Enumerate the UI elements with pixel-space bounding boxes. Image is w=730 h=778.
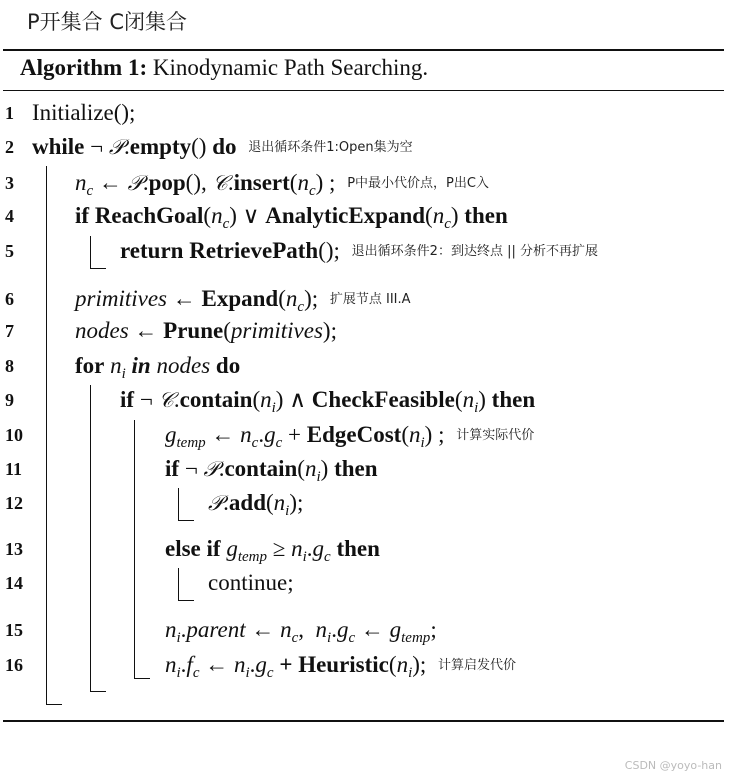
method-empty: empty [129, 134, 192, 159]
top-rule [3, 49, 724, 51]
line-number: 15 [5, 620, 23, 640]
if-contain-block-bar [178, 488, 179, 520]
initialize-call: Initialize(); [32, 100, 136, 125]
algo-line-4: 4 if $ReachGoal(n_c)$ ∨ $AnalyticExpand(n_c)$ then [5, 203, 508, 232]
if-feasible-block-end [134, 678, 150, 679]
annotation-note: P中最小代价点，P出C入 [347, 176, 489, 191]
annotation-note: 扩展节点 III.A [329, 292, 411, 307]
algo-line-6: 6 primitives ← $Expand(n_c)$; 扩展节点 III.A [5, 286, 411, 315]
var-nodes: nodes [75, 318, 129, 343]
if-feasible-block-bar [134, 420, 135, 678]
algo-line-13: 13 else if $g_{temp} \ge n_i.g_c$ then [5, 536, 380, 565]
line-number: 3 [5, 173, 14, 193]
method-contain: contain [179, 387, 253, 412]
title-rule [3, 90, 724, 91]
annotation-note: 计算启发代价 [438, 658, 517, 673]
line-number: 8 [5, 356, 14, 376]
keyword-do: do [212, 134, 237, 159]
func-expand: Expand [201, 286, 279, 311]
keyword-return: return [120, 238, 184, 263]
annotation-note: 退出循环条件2：到达终点 || 分析不再扩展 [351, 244, 598, 259]
while-block-end [46, 704, 62, 705]
algo-line-14 [0, 568, 720, 598]
watermark: CSDN @yoyo-han [624, 759, 722, 772]
func-prune: Prune [163, 318, 224, 343]
algo-line-12: 12 $𝒫.add(n_i)$; [5, 490, 304, 519]
algo-line-1 [0, 98, 720, 128]
bottom-rule [3, 720, 724, 722]
keyword-then: then [334, 456, 378, 481]
var-primitives: primitives [75, 286, 167, 311]
line-number: 7 [5, 321, 14, 341]
algorithm-title [20, 55, 428, 81]
keyword-if: if [165, 456, 180, 481]
algo-line-8: 8 for $n_i$ in nodes do [5, 353, 241, 382]
line-number: 6 [5, 289, 14, 309]
line-number: 2 [5, 137, 14, 157]
keyword-else-if: else if [165, 536, 221, 561]
func-heuristic: Heuristic [298, 652, 389, 677]
else-if-block-bar [178, 568, 179, 600]
if-reachgoal-block-bar [90, 236, 91, 268]
line-number: 14 [5, 573, 23, 593]
while-block-bar [46, 166, 47, 704]
algo-line-15: 15 $n_i.parent$ ← $n_c$, $n_i.g_c$ ← $g_{temp}$; [5, 617, 437, 646]
var-parent: parent [186, 617, 246, 642]
algo-line-7: 7 nodes ← Prune(primitives); [0, 316, 720, 346]
keyword-do: do [215, 353, 241, 378]
func-retrieve-path: RetrievePath [189, 238, 319, 263]
line-number: 4 [5, 206, 14, 226]
algo-line-2: 2 while ¬ 𝒫.empty() do 退出循环条件1:Open集为空 [0, 132, 720, 162]
for-block-bar [90, 385, 91, 691]
keyword-then: then [336, 536, 380, 561]
line-number: 10 [5, 425, 23, 445]
func-edge-cost: EdgeCost [306, 422, 402, 447]
line-number: 5 [5, 241, 14, 261]
algorithm-label: Algorithm 1: [20, 55, 148, 80]
algo-line-11: 11 if ¬ $𝒫.contain(n_i)$ then [5, 456, 378, 485]
algo-line-10: 10 $g_{temp}$ ← $n_c.g_c$ + $EdgeCost(n_i)$ ; 计算实际代价 [5, 422, 535, 451]
algo-line-16: 16 $n_i.f_c$ ← $n_i.g_c$ + $Heuristic(n_i)$; 计算启发代价 [5, 652, 517, 681]
method-insert: insert [233, 170, 290, 195]
algo-line-3: 3 $n_c$ ← 𝒫.pop(), $𝒞.insert(n_c)$ ; P中最小代价点，P出C入 [5, 170, 489, 199]
for-block-end [90, 691, 106, 692]
keyword-while: while [32, 134, 85, 159]
func-check-feasible: CheckFeasible [311, 387, 455, 412]
annotation-note: 计算实际代价 [456, 428, 535, 443]
keyword-then: then [491, 387, 536, 412]
annotation-note: 退出循环条件1:Open集为空 [248, 140, 413, 155]
line-number: 1 [5, 103, 14, 123]
line-number: 13 [5, 539, 23, 559]
line-number: 9 [5, 390, 14, 410]
method-pop: pop [148, 170, 186, 195]
if-reachgoal-block-end [90, 268, 106, 269]
algorithm-name: Kinodynamic Path Searching. [152, 55, 429, 80]
if-contain-block-end [178, 520, 194, 521]
continue-statement: continue; [208, 570, 294, 595]
else-if-block-end [178, 600, 194, 601]
method-add: add [228, 490, 266, 515]
line-number: 12 [5, 493, 23, 513]
keyword-for: for [75, 353, 105, 378]
algo-line-5: 5 return RetrievePath(); 退出循环条件2：到达终点 || 分析不再扩展 [0, 236, 720, 266]
algo-line-9: 9 if ¬ $𝒞.contain(n_i)$ ∧ $CheckFeasible(n_i)$ then [5, 387, 536, 416]
keyword-if: if [75, 203, 90, 228]
keyword-if: if [120, 387, 135, 412]
method-contain: contain [224, 456, 298, 481]
line-number: 16 [5, 655, 23, 675]
func-analytic-expand: AnalyticExpand [265, 203, 426, 228]
keyword-in: in [131, 353, 151, 378]
keyword-then: then [464, 203, 508, 228]
top-caption: P开集合 C闭集合 [27, 10, 188, 34]
func-reachgoal: ReachGoal [94, 203, 204, 228]
line-number: 11 [5, 459, 23, 479]
